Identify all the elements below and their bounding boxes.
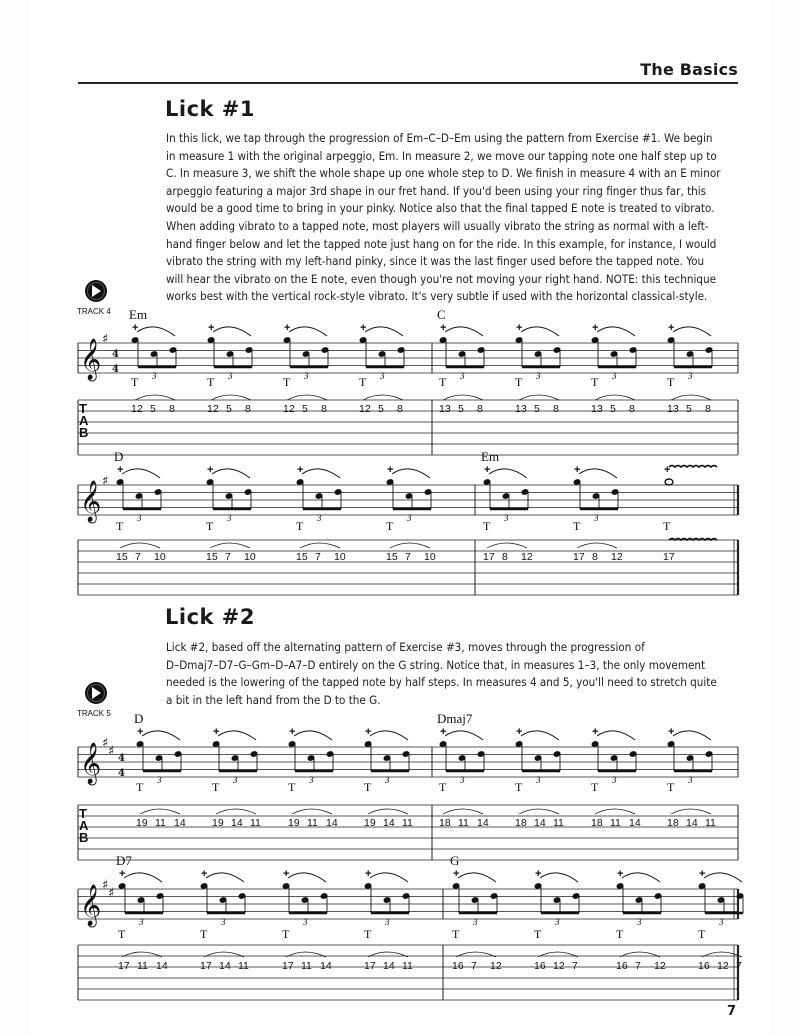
tab-fret-number: 7 bbox=[635, 960, 641, 972]
triplet-number: 3 bbox=[233, 775, 238, 785]
tab-slur bbox=[120, 543, 160, 548]
tab-fret-number: 14 bbox=[156, 960, 168, 972]
tab-fret-number: 15 bbox=[296, 551, 308, 563]
tab-fret-number: 13 bbox=[515, 403, 527, 415]
slur bbox=[489, 469, 527, 478]
tab-fret-number: 17 bbox=[364, 960, 376, 972]
tab-clef-letter: A bbox=[79, 413, 89, 428]
tab-fret-number: 11 bbox=[458, 817, 469, 829]
slur bbox=[445, 731, 483, 740]
tab-fret-number: 12 bbox=[553, 960, 565, 972]
tab-fret-number: 11 bbox=[402, 817, 413, 829]
tap-marker: T bbox=[206, 519, 214, 533]
time-signature-top: 4 bbox=[112, 349, 119, 360]
chord-symbol: G bbox=[450, 853, 460, 868]
tap-plus-sign: + bbox=[365, 868, 372, 880]
tap-plus-sign: + bbox=[387, 464, 394, 476]
tab-fret-number: 11 bbox=[402, 960, 413, 972]
triplet-number: 3 bbox=[157, 775, 162, 785]
treble-clef: 𝄞 bbox=[80, 743, 102, 784]
treble-clef: 𝄞 bbox=[80, 885, 102, 926]
tab-fret-number: 11 bbox=[250, 817, 261, 829]
tab-fret-number: 12 bbox=[717, 960, 729, 972]
tab-fret-number: 5 bbox=[226, 403, 232, 415]
tap-marker: T bbox=[573, 519, 581, 533]
track-label: TRACK 5 bbox=[77, 709, 111, 718]
lick-2-title: Lick #2 bbox=[165, 605, 256, 629]
tab-slur bbox=[287, 395, 327, 400]
tab-fret-number: 14 bbox=[383, 960, 395, 972]
tab-fret-number: 18 bbox=[515, 817, 527, 829]
triplet-number: 3 bbox=[227, 513, 232, 523]
tap-marker: T bbox=[364, 780, 372, 794]
triplet-number: 3 bbox=[594, 513, 599, 523]
chord-symbol: D7 bbox=[116, 853, 132, 868]
slur bbox=[597, 327, 635, 336]
tab-fret-number: 18 bbox=[591, 817, 603, 829]
tap-marker: T bbox=[663, 519, 671, 533]
tap-marker: T bbox=[283, 375, 291, 389]
slur bbox=[673, 731, 711, 740]
lick-1-title: Lick #1 bbox=[165, 97, 256, 121]
text-line: needed is the lowering of the tapped note by half steps. In measures 4 and 5, you'll need to stretch quite bbox=[166, 675, 717, 690]
tab-fret-number: 11 bbox=[301, 960, 312, 972]
tab-fret-number: 5 bbox=[302, 403, 308, 415]
tab-fret-number: 12 bbox=[521, 551, 533, 563]
tab-fret-number: 5 bbox=[150, 403, 156, 415]
tap-marker: T bbox=[364, 927, 372, 941]
tab-fret-number: 10 bbox=[424, 551, 436, 563]
tab-fret-number: 17 bbox=[282, 960, 294, 972]
tap-plus-sign: + bbox=[119, 868, 126, 880]
slur bbox=[521, 731, 559, 740]
tab-slur bbox=[140, 809, 180, 814]
tap-marker: T bbox=[296, 519, 304, 533]
chord-symbol: Em bbox=[481, 449, 500, 464]
tab-fret-number: 8 bbox=[592, 551, 598, 563]
triplet-number: 3 bbox=[688, 371, 693, 381]
tab-clef-letter: T bbox=[79, 806, 87, 821]
text-line: would be a good time to bring in your pinky. Notice also that the final tapped E note is treated to vibrato. bbox=[166, 201, 715, 216]
tap-plus-sign: + bbox=[668, 726, 675, 738]
tab-fret-number: 14 bbox=[686, 817, 698, 829]
tap-plus-sign: + bbox=[207, 464, 214, 476]
tap-plus-sign: + bbox=[440, 726, 447, 738]
tab-slur bbox=[443, 809, 483, 814]
tap-marker: T bbox=[118, 927, 126, 941]
slur bbox=[622, 873, 660, 882]
tab-fret-number: 19 bbox=[288, 817, 300, 829]
tap-plus-sign: + bbox=[668, 322, 675, 334]
sharp-sign: ♯ bbox=[102, 474, 109, 489]
tap-plus-sign: + bbox=[484, 464, 491, 476]
tap-plus-sign: + bbox=[516, 726, 523, 738]
tab-fret-number: 8 bbox=[553, 403, 559, 415]
tap-marker: T bbox=[591, 375, 599, 389]
tab-fret-number: 11 bbox=[307, 817, 318, 829]
sharp-sign: ♯ bbox=[102, 878, 109, 893]
triplet-number: 3 bbox=[612, 371, 617, 381]
tab-fret-number: 17 bbox=[483, 551, 495, 563]
tab-fret-number: 8 bbox=[245, 403, 251, 415]
tap-marker: T bbox=[439, 780, 447, 794]
tab-fret-number: 10 bbox=[334, 551, 346, 563]
tab-fret-number: 17 bbox=[573, 551, 585, 563]
tab-fret-number: 19 bbox=[136, 817, 148, 829]
triplet-number: 3 bbox=[688, 775, 693, 785]
tab-fret-number: 17 bbox=[118, 960, 130, 972]
tab-fret-number: 13 bbox=[439, 403, 451, 415]
tap-marker: T bbox=[207, 375, 215, 389]
text-line: C. In measure 3, we shift the whole shape up one whole step to D. We finish in measure 4 with an E minor bbox=[166, 166, 721, 181]
tab-slur bbox=[135, 395, 175, 400]
tap-plus-sign: + bbox=[440, 322, 447, 334]
tab-fret-number: 16 bbox=[616, 960, 628, 972]
slur bbox=[213, 327, 251, 336]
tap-plus-sign: + bbox=[201, 868, 208, 880]
tab-slur bbox=[595, 395, 635, 400]
tab-fret-number: 13 bbox=[591, 403, 603, 415]
tab-slur bbox=[300, 543, 340, 548]
tab-fret-number: 8 bbox=[397, 403, 403, 415]
slur bbox=[288, 873, 326, 882]
text-line: Lick #2, based off the alternating pattern of Exercise #3, moves through the progression of bbox=[166, 640, 645, 654]
chord-symbol: C bbox=[437, 307, 446, 322]
tap-plus-sign: + bbox=[699, 868, 706, 880]
tab-fret-number: 18 bbox=[439, 817, 451, 829]
tab-fret-number: 8 bbox=[321, 403, 327, 415]
slur bbox=[142, 731, 180, 740]
tap-plus-sign: + bbox=[516, 322, 523, 334]
triplet-number: 3 bbox=[460, 371, 465, 381]
tab-fret-number: 10 bbox=[244, 551, 256, 563]
chord-symbol: Em bbox=[129, 307, 148, 322]
slur bbox=[370, 873, 408, 882]
tap-marker: T bbox=[515, 780, 523, 794]
text-line: in measure 1 with the original arpeggio, Em. In measure 2, we move our tapping note one half step up to bbox=[166, 148, 717, 163]
triplet-number: 3 bbox=[460, 775, 465, 785]
tap-marker: T bbox=[359, 375, 367, 389]
text-line: arpeggio featuring a major 3rd shape in our fret hand. If you'd been using your ring finger thus far, this bbox=[166, 183, 707, 198]
triplet-number: 3 bbox=[152, 371, 157, 381]
sharp-sign: ♯ bbox=[108, 886, 115, 901]
text-line: When adding vibrato to a tapped note, most players will usually vibrato the string as normal with a left- bbox=[166, 218, 709, 233]
tap-plus-sign: + bbox=[284, 322, 291, 334]
tab-fret-number: 5 bbox=[534, 403, 540, 415]
tap-marker: T bbox=[483, 519, 491, 533]
triplet-number: 3 bbox=[317, 513, 322, 523]
tab-fret-number: 8 bbox=[477, 403, 483, 415]
tap-marker: T bbox=[616, 927, 624, 941]
time-signature-top: 4 bbox=[118, 753, 125, 764]
triplet-number: 3 bbox=[309, 775, 314, 785]
tap-plus-sign: + bbox=[574, 464, 581, 476]
tab-fret-number: 16 bbox=[698, 960, 710, 972]
tap-marker: T bbox=[439, 375, 447, 389]
text-line: hand finger below and let the tapped note just hang on for the ride. In this example, for instance, I would bbox=[166, 236, 717, 251]
triplet-number: 3 bbox=[139, 917, 144, 927]
triplet-number: 3 bbox=[385, 775, 390, 785]
tab-clef-letter: B bbox=[79, 830, 89, 845]
tab-slur bbox=[487, 543, 527, 548]
tab-clef-letter: B bbox=[79, 425, 89, 440]
tab-slur bbox=[595, 809, 635, 814]
tab-fret-number: 15 bbox=[116, 551, 128, 563]
text-line: In this lick, we tap through the progression of Em–C–D–Em using the pattern from Exercise #1. We begin bbox=[166, 131, 713, 145]
sharp-sign: ♯ bbox=[108, 744, 115, 759]
slur bbox=[597, 731, 635, 740]
tab-fret-number: 19 bbox=[364, 817, 376, 829]
tab-fret-number: 7 bbox=[135, 551, 141, 563]
tap-plus-sign: + bbox=[617, 868, 624, 880]
tap-plus-sign: + bbox=[535, 868, 542, 880]
tab-fret-number: 13 bbox=[667, 403, 679, 415]
tab-fret-number: 5 bbox=[378, 403, 384, 415]
slur bbox=[212, 469, 250, 478]
section-title: The Basics bbox=[640, 60, 738, 79]
tab-fret-number: 14 bbox=[629, 817, 641, 829]
sharp-sign: ♯ bbox=[102, 736, 109, 751]
triplet-number: 3 bbox=[385, 917, 390, 927]
tab-fret-number: 12 bbox=[207, 403, 219, 415]
tab-fret-number: 16 bbox=[534, 960, 546, 972]
track-label: TRACK 4 bbox=[77, 307, 111, 316]
slur bbox=[124, 873, 162, 882]
tab-fret-number: 15 bbox=[206, 551, 218, 563]
slur bbox=[289, 327, 327, 336]
tap-marker: T bbox=[212, 780, 220, 794]
triplet-number: 3 bbox=[380, 371, 385, 381]
slur bbox=[122, 469, 160, 478]
tab-fret-number: 7 bbox=[405, 551, 411, 563]
triplet-number: 3 bbox=[473, 917, 478, 927]
tap-marker: T bbox=[534, 927, 542, 941]
tab-fret-number: 14 bbox=[383, 817, 395, 829]
tab-fret-number: 5 bbox=[458, 403, 464, 415]
tab-fret-number: 5 bbox=[686, 403, 692, 415]
slur bbox=[137, 327, 175, 336]
tab-fret-number: 5 bbox=[610, 403, 616, 415]
tap-plus-sign: + bbox=[137, 726, 144, 738]
whole-note bbox=[665, 479, 673, 485]
triplet-number: 3 bbox=[407, 513, 412, 523]
tab-slur bbox=[577, 543, 617, 548]
tap-marker: T bbox=[452, 927, 460, 941]
tab-fret-number: 14 bbox=[477, 817, 489, 829]
tab-slur bbox=[211, 395, 251, 400]
tab-slur bbox=[519, 395, 559, 400]
tap-marker: T bbox=[667, 780, 675, 794]
tap-marker: T bbox=[116, 519, 124, 533]
treble-clef: 𝄞 bbox=[80, 481, 102, 522]
tab-fret-number: 17 bbox=[200, 960, 212, 972]
triplet-number: 3 bbox=[303, 917, 308, 927]
tab-fret-number: 14 bbox=[326, 817, 338, 829]
tap-marker: T bbox=[131, 375, 139, 389]
triplet-number: 3 bbox=[228, 371, 233, 381]
tab-fret-number: 14 bbox=[219, 960, 231, 972]
tap-plus-sign: + bbox=[132, 322, 139, 334]
tab-fret-number: 8 bbox=[169, 403, 175, 415]
tab-slur bbox=[292, 809, 332, 814]
triplet-number: 3 bbox=[536, 775, 541, 785]
tab-fret-number: 7 bbox=[572, 960, 578, 972]
tab-fret-number: 15 bbox=[386, 551, 398, 563]
tap-marker: T bbox=[515, 375, 523, 389]
tab-fret-number: 12 bbox=[131, 403, 143, 415]
text-line: works best with the vertical rock-style vibrato. It's very subtle if used with the horizontal classical-style. bbox=[166, 289, 708, 304]
tab-fret-number: 7 bbox=[736, 960, 742, 972]
tab-fret-number: 12 bbox=[490, 960, 502, 972]
tab-fret-number: 7 bbox=[315, 551, 321, 563]
tap-plus-sign: + bbox=[592, 322, 599, 334]
tab-fret-number: 14 bbox=[320, 960, 332, 972]
chord-symbol: D bbox=[134, 711, 144, 726]
tab-fret-number: 7 bbox=[225, 551, 231, 563]
text-line: will hear the vibrato on the E note, even though you're not moving your right hand. NOTE: this technique bbox=[166, 271, 717, 286]
tap-plus-sign: + bbox=[664, 464, 671, 476]
tap-marker: T bbox=[200, 927, 208, 941]
tab-fret-number: 7 bbox=[471, 960, 477, 972]
tab-fret-number: 11 bbox=[705, 817, 716, 829]
tab-slur bbox=[671, 809, 711, 814]
tab-slur bbox=[216, 809, 256, 814]
tab-slur bbox=[519, 809, 559, 814]
tap-plus-sign: + bbox=[453, 868, 460, 880]
tab-slur bbox=[390, 543, 430, 548]
tab-fret-number: 11 bbox=[553, 817, 564, 829]
tap-marker: T bbox=[386, 519, 394, 533]
slur bbox=[206, 873, 244, 882]
triplet-number: 3 bbox=[555, 917, 560, 927]
tab-fret-number: 18 bbox=[667, 817, 679, 829]
tab-fret-number: 8 bbox=[502, 551, 508, 563]
tap-marker: T bbox=[698, 927, 706, 941]
tab-fret-number: 14 bbox=[174, 817, 186, 829]
triplet-number: 3 bbox=[719, 917, 724, 927]
tap-plus-sign: + bbox=[213, 726, 220, 738]
triplet-number: 3 bbox=[304, 371, 309, 381]
tap-plus-sign: + bbox=[289, 726, 296, 738]
slur bbox=[294, 731, 332, 740]
tab-clef-letter: T bbox=[79, 401, 87, 416]
slur bbox=[540, 873, 578, 882]
chord-symbol: Dmaj7 bbox=[437, 711, 473, 726]
time-signature-bottom: 4 bbox=[118, 768, 125, 779]
tab-fret-number: 8 bbox=[629, 403, 635, 415]
tap-plus-sign: + bbox=[592, 726, 599, 738]
tab-fret-number: 11 bbox=[155, 817, 166, 829]
triplet-number: 3 bbox=[536, 371, 541, 381]
tab-slur bbox=[363, 395, 403, 400]
tap-marker: T bbox=[282, 927, 290, 941]
tab-slur bbox=[671, 395, 711, 400]
text-line: a bit in the left hand from the D to the G. bbox=[166, 692, 381, 707]
slur bbox=[673, 327, 711, 336]
slur bbox=[365, 327, 403, 336]
tab-fret-number: 11 bbox=[610, 817, 621, 829]
tap-plus-sign: + bbox=[117, 464, 124, 476]
slur bbox=[458, 873, 496, 882]
tab-fret-number: 11 bbox=[238, 960, 249, 972]
tab-fret-number: 10 bbox=[154, 551, 166, 563]
tap-marker: T bbox=[667, 375, 675, 389]
tab-fret-number: 14 bbox=[534, 817, 546, 829]
tap-plus-sign: + bbox=[297, 464, 304, 476]
tab-fret-number: 17 bbox=[663, 551, 675, 563]
tab-fret-number: 12 bbox=[654, 960, 666, 972]
tap-plus-sign: + bbox=[360, 322, 367, 334]
tab-fret-number: 12 bbox=[611, 551, 623, 563]
page-number: 7 bbox=[726, 1004, 736, 1019]
tab-fret-number: 19 bbox=[212, 817, 224, 829]
chord-symbol: D bbox=[114, 449, 124, 464]
slur bbox=[445, 327, 483, 336]
tab-fret-number: 14 bbox=[231, 817, 243, 829]
tap-plus-sign: + bbox=[208, 322, 215, 334]
time-signature-bottom: 4 bbox=[112, 364, 119, 375]
slur bbox=[521, 327, 559, 336]
triplet-number: 3 bbox=[637, 917, 642, 927]
slur bbox=[370, 731, 408, 740]
tab-fret-number: 12 bbox=[359, 403, 371, 415]
tap-marker: T bbox=[591, 780, 599, 794]
slur bbox=[302, 469, 340, 478]
tab-fret-number: 8 bbox=[705, 403, 711, 415]
treble-clef: 𝄞 bbox=[80, 339, 102, 380]
tab-fret-number: 12 bbox=[283, 403, 295, 415]
triplet-number: 3 bbox=[612, 775, 617, 785]
tab-clef-letter: A bbox=[79, 818, 89, 833]
tap-plus-sign: + bbox=[365, 726, 372, 738]
text-line: D–Dmaj7–D7–G–Gm–D–A7–D entirely on the G string. Notice that, in measures 1–3, the only movement bbox=[166, 657, 706, 672]
tab-slur bbox=[210, 543, 250, 548]
tab-slur bbox=[368, 809, 408, 814]
triplet-number: 3 bbox=[221, 917, 226, 927]
tab-fret-number: 11 bbox=[137, 960, 148, 972]
slur bbox=[704, 873, 742, 882]
tap-marker: T bbox=[136, 780, 144, 794]
text-line: vibrato the string with my left-hand pinky, since it was the last finger used before the tapped note. You bbox=[166, 254, 705, 269]
vibrato-mark bbox=[669, 539, 717, 541]
tab-slur bbox=[443, 395, 483, 400]
slur bbox=[218, 731, 256, 740]
tap-plus-sign: + bbox=[283, 868, 290, 880]
sharp-sign: ♯ bbox=[102, 332, 109, 347]
triplet-number: 3 bbox=[137, 513, 142, 523]
slur bbox=[579, 469, 617, 478]
slur bbox=[392, 469, 430, 478]
triplet-number: 3 bbox=[504, 513, 509, 523]
vibrato-mark bbox=[669, 466, 717, 468]
tap-marker: T bbox=[288, 780, 296, 794]
tab-fret-number: 16 bbox=[452, 960, 464, 972]
